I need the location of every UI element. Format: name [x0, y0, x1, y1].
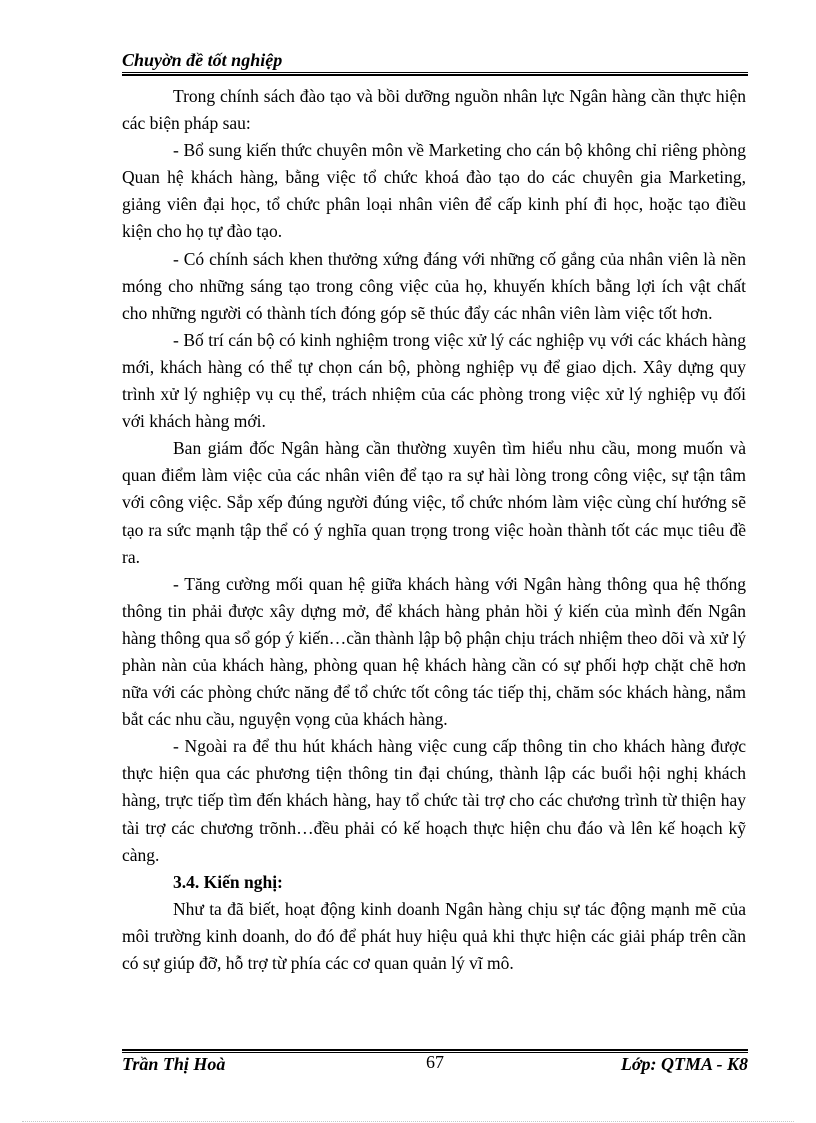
page-number: 67	[426, 1052, 444, 1072]
page-edge-divider	[22, 1121, 794, 1122]
paragraph-customer-relations: - Tăng cường mối quan hệ giữa khách hàng với Ngân hàng thông qua hệ thống thông tin phải được xây dựng mở, để khách hàng phản hồi ý kiến của mình đến Ngân hàng thông qua sổ góp ý kiến…cần thành lập bộ phận chịu trách nhiệm theo dõi và xử lý phàn nàn của khách hàng, phòng quan hệ khách hàng cần có sự phối hợp chặt chẽ hơn nữa với các phòng chức năng để tổ chức tốt công tác tiếp thị, chăm sóc khách hàng, nắm bắt các nhu cầu, nguyện vọng của khách hàng.	[122, 573, 746, 730]
paragraph-staff-assignment: - Bố trí cán bộ có kinh nghiệm trong việc xử lý các nghiệp vụ với các khách hàng mới, khách hàng có thể tự chọn cán bộ, phòng nghiệp vụ để giao dịch. Xây dựng quy trình xử lý nghiệp vụ cụ thể, trách nhiệm của các phòng trong việc xử lý nghiệp vụ đối với khách hàng mới.	[122, 329, 746, 432]
page-footer	[122, 1054, 748, 1076]
header-rule	[122, 72, 748, 76]
paragraph-board-of-directors: Ban giám đốc Ngân hàng cần thường xuyên tìm hiểu nhu cầu, mong muốn và quan điểm làm việc của các nhân viên để tạo ra sự hài lòng trong công việc, sự tận tâm với công việc. Sắp xếp đúng người đúng việc, tổ chức nhóm làm việc cùng chí hướng sẽ tạo ra sức mạnh tập thể có ý nghĩa quan trọng trong việc hoàn thành tốt các mục tiêu đề ra.	[122, 438, 746, 567]
paragraph-marketing-training: - Bổ sung kiến thức chuyên môn về Marketing cho cán bộ không chỉ riêng phòng Quan hệ khách hàng, bằng việc tổ chức khoá đào tạo do các chuyên gia Marketing, giảng viên đại học, tổ chức phân loại nhân viên để cấp kinh phí đi học, hoặc tạo điều kiện cho họ tự đào tạo.	[122, 140, 746, 242]
paragraph-recommendation: Như ta đã biết, hoạt động kinh doanh Ngân hàng chịu sự tác động mạnh mẽ của môi trường kinh doanh, do đó để phát huy hiệu quả khi thực hiện các giải pháp trên cần có sự giúp đỡ, hỗ trợ từ phía các cơ quan quản lý vĩ mô.	[122, 898, 746, 973]
paragraph-intro: Trong chính sách đào tạo và bồi dưỡng nguồn nhân lực Ngân hàng cần thực hiện các biện pháp sau:	[122, 86, 746, 134]
footer-author: Trần Thị Hoà	[122, 1054, 226, 1074]
document-body	[122, 83, 746, 977]
section-heading: 3.4. Kiến nghị:	[173, 871, 283, 892]
page-header-title: Chuyờn đề tốt nghiệp	[122, 50, 283, 70]
footer-class-label: Lớp: QTMA - K8	[620, 1054, 748, 1074]
paragraph-information-supply: - Ngoài ra để thu hút khách hàng việc cung cấp thông tin cho khách hàng được thực hiện qua các phương tiện thông tin đại chúng, thành lập các buổi hội nghị khách hàng, trực tiếp tìm đến khách hàng, hay tổ chức tài trợ cho các chương trình từ thiện hay tài trợ các chương trõnh…đều phải có kế hoạch thực hiện chu đáo và lên kế hoạch kỹ càng.	[122, 736, 746, 865]
paragraph-reward-policy: - Có chính sách khen thưởng xứng đáng với những cố gắng của nhân viên là nền móng cho những sáng tạo trong công việc của họ, khuyến khích bằng lợi ích vật chất cho những người có thành tích đóng góp sẽ thúc đẩy các nhân viên làm việc tốt hơn.	[122, 248, 746, 323]
